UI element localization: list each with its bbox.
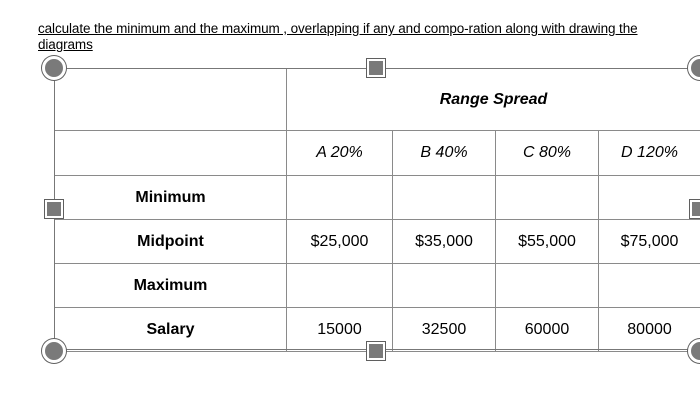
cell-midpoint-b[interactable]: $35,000: [393, 220, 496, 264]
table-row-minimum: [55, 176, 700, 220]
cell-midpoint-a[interactable]: $25,000: [287, 220, 393, 264]
cell-salary-a[interactable]: 15000: [287, 308, 393, 352]
cell-minimum-c[interactable]: [496, 176, 599, 220]
resize-handle-bottom-left[interactable]: [42, 339, 66, 363]
column-header-c[interactable]: C 80%: [496, 131, 599, 176]
empty-header-cell[interactable]: [55, 69, 287, 131]
empty-column-label-cell[interactable]: [55, 131, 287, 176]
resize-handle-bottom-right[interactable]: [688, 339, 700, 363]
cell-maximum-a[interactable]: [287, 264, 393, 308]
cell-maximum-b[interactable]: [393, 264, 496, 308]
cell-salary-c[interactable]: 60000: [496, 308, 599, 352]
cell-minimum-b[interactable]: [393, 176, 496, 220]
column-header-a[interactable]: A 20%: [287, 131, 393, 176]
resize-handle-top-left[interactable]: [42, 56, 66, 80]
cell-midpoint-c[interactable]: $55,000: [496, 220, 599, 264]
resize-handle-middle-right[interactable]: [690, 200, 700, 218]
column-header-d[interactable]: D 120%: [599, 131, 700, 176]
cell-midpoint-d[interactable]: $75,000: [599, 220, 700, 264]
cell-minimum-a[interactable]: [287, 176, 393, 220]
row-label-salary[interactable]: Salary: [55, 308, 287, 352]
cell-salary-b[interactable]: 32500: [393, 308, 496, 352]
range-spread-title[interactable]: Range Spread: [287, 69, 700, 131]
resize-handle-top-middle[interactable]: [367, 59, 385, 77]
instruction-text: calculate the minimum and the maximum , overlapping if any and compo-ration along with drawing the diagrams: [38, 21, 638, 52]
table-row-midpoint: [55, 220, 700, 264]
row-label-midpoint[interactable]: Midpoint: [55, 220, 287, 264]
row-label-maximum[interactable]: Maximum: [55, 264, 287, 308]
table-row-maximum: [55, 264, 700, 308]
resize-handle-bottom-middle[interactable]: [367, 342, 385, 360]
range-spread-table[interactable]: [54, 68, 700, 350]
resize-handle-middle-left[interactable]: [45, 200, 63, 218]
column-header-b[interactable]: B 40%: [393, 131, 496, 176]
cell-maximum-d[interactable]: [599, 264, 700, 308]
cell-maximum-c[interactable]: [496, 264, 599, 308]
cell-minimum-d[interactable]: [599, 176, 700, 220]
cell-salary-d[interactable]: 80000: [599, 308, 700, 352]
row-label-minimum[interactable]: Minimum: [55, 176, 287, 220]
